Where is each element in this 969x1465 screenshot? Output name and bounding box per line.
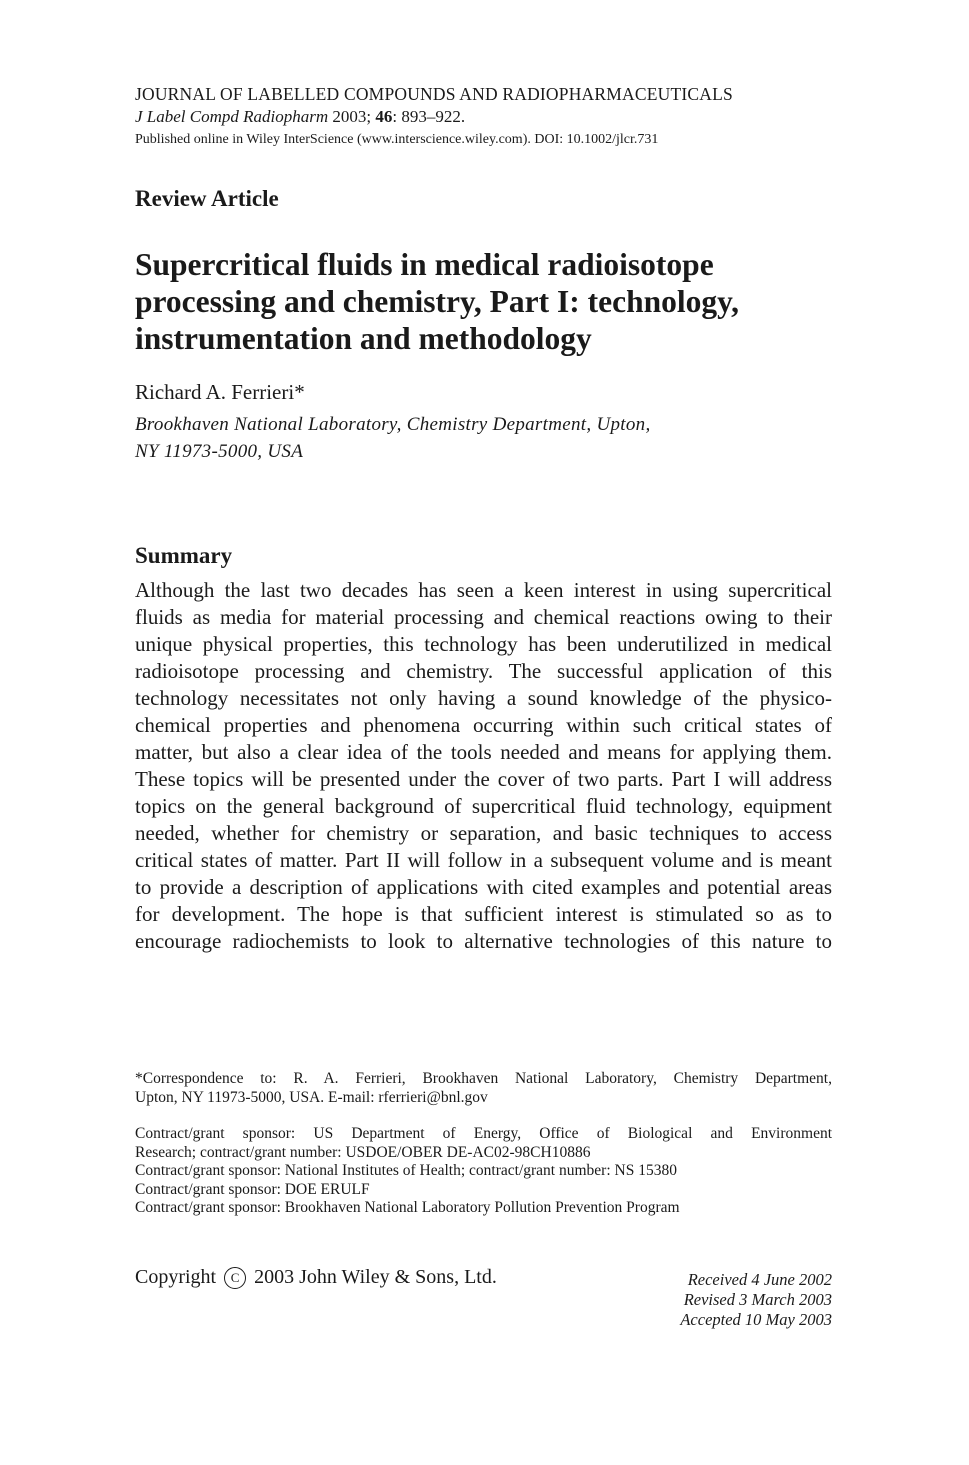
footnote-line: Contract/grant sponsor: Brookhaven National Laboratory Pollution Prevention Program [135, 1199, 680, 1216]
author-affiliation [135, 411, 651, 465]
summary-line: unique physical properties, this technology has been underutilized in medical [135, 632, 832, 656]
sponsor-footnotes [135, 1125, 832, 1218]
summary-line: These topics will be presented under the cover of two parts. Part I will address [135, 767, 832, 791]
article-type: Review Article [135, 186, 279, 211]
published-online-line: Published online in Wiley InterScience (www.interscience.wiley.com). DOI: 10.1002/jlcr.731 [135, 132, 659, 147]
copyright-prefix: Copyright [135, 1266, 217, 1288]
summary-line: to provide a description of applications with cited examples and potential areas [135, 875, 832, 899]
summary-line: needed, whether for chemistry or separation, and basic techniques to access [135, 821, 832, 845]
summary-line: fluids as media for material processing and chemical reactions owing to their [135, 605, 832, 629]
footnote-line: Contract/grant sponsor: National Institutes of Health; contract/grant number: NS 15380 [135, 1162, 677, 1179]
affiliation-line: Brookhaven National Laboratory, Chemistry Department, Upton, [135, 414, 651, 435]
summary-line: topics on the general background of supercritical fluid technology, equipment [135, 794, 832, 818]
footnotes [135, 1070, 832, 1218]
title-line: Supercritical fluids in medical radioisotope [135, 247, 714, 282]
summary-line: for development. The hope is that sufficient interest is stimulated so as to [135, 902, 832, 926]
title-line: instrumentation and methodology [135, 321, 592, 356]
author-name: Richard A. Ferrieri* [135, 380, 305, 404]
citation-year: 2003; [332, 107, 372, 126]
title-line: processing and chemistry, Part I: technology, [135, 284, 740, 319]
copyright-symbol-icon: C [224, 1267, 246, 1289]
footnote-line: Contract/grant sponsor: US Department of Energy, Office of Biological and Environment [135, 1125, 832, 1142]
summary-text [135, 577, 832, 955]
journal-abbrev: J Label Compd Radiopharm [135, 107, 329, 126]
revised-date: Revised 3 March 2003 [683, 1290, 832, 1309]
affiliation-line: NY 11973-5000, USA [135, 441, 304, 462]
footnote-line: Research; contract/grant number: USDOE/OBER DE-AC02-98CH10886 [135, 1143, 591, 1161]
summary-line: critical states of matter. Part II will follow in a subsequent volume and is meant [135, 848, 832, 872]
received-date: Received 4 June 2002 [687, 1270, 832, 1289]
summary-line: encourage radiochemists to look to alternative technologies of this nature to [135, 929, 832, 953]
footnote-line: Contract/grant sponsor: DOE ERULF [135, 1180, 370, 1198]
summary-heading: Summary [135, 543, 233, 568]
journal-citation [135, 107, 465, 127]
summary-line: radioisotope processing and chemistry. The successful application of this [135, 659, 832, 683]
accepted-date: Accepted 10 May 2003 [680, 1310, 832, 1329]
footnote-line: *Correspondence to: R. A. Ferrieri, Brookhaven National Laboratory, Chemistry Department, [135, 1070, 832, 1087]
copyright-line [135, 1266, 497, 1289]
footnote-line: Upton, NY 11973-5000, USA. E-mail: rferrieri@bnl.gov [135, 1088, 488, 1106]
article-title [135, 246, 832, 357]
correspondence-footnote [135, 1070, 832, 1107]
summary-line: Although the last two decades has seen a keen interest in using supercritical [135, 578, 832, 602]
journal-name: JOURNAL OF LABELLED COMPOUNDS AND RADIOPHARMACEUTICALS [135, 84, 733, 104]
copyright-holder: 2003 John Wiley & Sons, Ltd. [254, 1266, 497, 1288]
summary-line: technology necessitates not only having a sound knowledge of the physico- [135, 686, 832, 710]
citation-pages: : 893–922. [392, 107, 466, 126]
citation-volume: 46 [375, 107, 393, 126]
article-dates [680, 1270, 832, 1330]
summary-line: chemical properties and phenomena occurring within such critical states of [135, 713, 832, 737]
summary-line: matter, but also a clear idea of the tools needed and means for applying them. [135, 740, 832, 764]
